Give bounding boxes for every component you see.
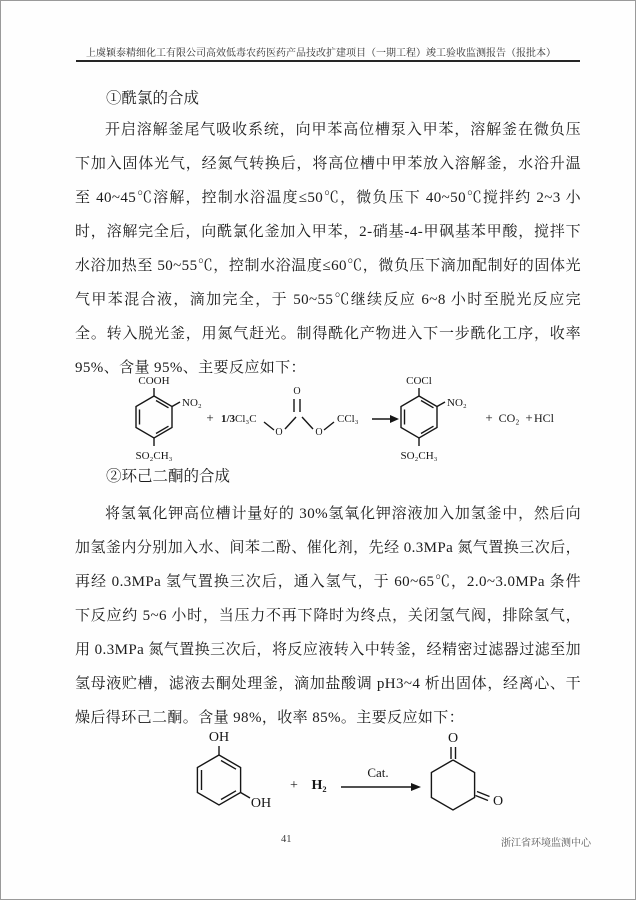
ester-o-right-label: O xyxy=(315,427,323,438)
ester-o-left-label: O xyxy=(275,427,283,438)
resorcinol-ring xyxy=(197,746,250,805)
hcl-label: HCl xyxy=(533,411,554,425)
reaction-arrow-icon xyxy=(341,783,421,791)
cl3c-label: Cl₃C xyxy=(235,413,257,425)
stoichiometric-coefficient: 1/3 xyxy=(221,413,236,425)
header-divider xyxy=(76,60,580,62)
plus-sign: + xyxy=(485,410,493,425)
plus-sign: + xyxy=(290,778,298,793)
no2-reactant-label: NO₂ xyxy=(182,397,202,409)
cocl-label: COCl xyxy=(406,375,432,387)
h2-label: H₂ xyxy=(311,778,327,793)
co2-label: CO₂ xyxy=(498,411,520,425)
footer-organization: 浙江省环境监测中心 xyxy=(501,838,591,849)
plus-sign: + xyxy=(206,410,214,425)
plus-sign: + xyxy=(525,410,533,425)
benzene-ring-reactant xyxy=(136,388,180,446)
reaction-scheme-1 xyxy=(104,371,554,467)
cyclohexanedione-ring xyxy=(431,747,489,810)
triphosgene-structure xyxy=(264,399,334,430)
cooh-label: COOH xyxy=(138,375,170,387)
oh-bottom-label: OH xyxy=(250,796,272,811)
carbonyl-o-right-label: O xyxy=(492,794,504,809)
ccl3-label: CCl₃ xyxy=(337,413,359,425)
so2ch3-reactant-label: SO₂CH₃ xyxy=(135,450,173,462)
page-header-title: 上虞颖泰精细化工有限公司高效低毒农药医药产品技改扩建项目（一期工程）竣工验收监测报告（报批本） xyxy=(86,48,556,59)
catalyst-label: Cat. xyxy=(367,765,389,780)
footer-page-number: 41 xyxy=(281,834,292,845)
no2-product-label: NO₂ xyxy=(447,397,467,409)
oh-top-label: OH xyxy=(208,730,230,745)
carbonyl-o-top-label: O xyxy=(447,731,459,746)
reaction-scheme-2 xyxy=(161,723,511,823)
reaction-arrow-icon xyxy=(372,415,399,423)
so2ch3-product-label: SO₂CH₃ xyxy=(400,450,438,462)
carbonyl-o-label: O xyxy=(293,386,301,397)
section-1-paragraph: 开启溶解釜尾气吸收系统，向甲苯高位槽泵入甲苯，溶解釜在微负压下加入固体光气，经氮气转换后，将高位槽中甲苯放入溶解釜，水浴升温至 40~45℃溶解，控制水浴温度≤50℃，微负压下 40~50℃搅拌约 2~3 小时，溶解完全后，向酰氯化釜加入甲苯，2-硝基-4-甲砜基苯甲酸，搅拌下水浴加热至 50~55℃，控制水浴温度≤60℃，微负压下滴加配制好的固体光气甲苯混合液，滴加完全，于 50~55℃继续反应 6~8 小时至脱光反应完全。转入脱光釜，用氮气赶光。制得酰化产物进入下一步酰化工序，收率 95%、含量 95%、主要反应如下： xyxy=(75,122,581,376)
benzene-ring-product xyxy=(401,388,445,446)
section-1-heading: ①酰氯的合成 xyxy=(106,90,200,107)
section-2-paragraph: 将氢氧化钾高位槽计量好的 30%氢氧化钾溶液加入加氢釜中，然后向加氢釜内分别加入水、间苯二酚、催化剂，先经 0.3MPa 氮气置换三次后，再经 0.3MPa 氢气置换三次后，通入氢气，于 60~65℃，2.0~3.0MPa 条件下反应约 5~6 小时，当压力不再下降时为终点，关闭氢气阀，排除氢气，用 0.3MPa 氮气置换三次后，将反应液转入中转釜，经精密过滤器过滤至加氢母液贮槽，滤液去酮处理釜，滴加盐酸调 pH3~4 析出固体，经离心、干燥后得环己二酮。含量 98%，收率 85%。主要反应如下： xyxy=(75,506,581,726)
section-2-heading: ②环己二酮的合成 xyxy=(106,468,231,485)
